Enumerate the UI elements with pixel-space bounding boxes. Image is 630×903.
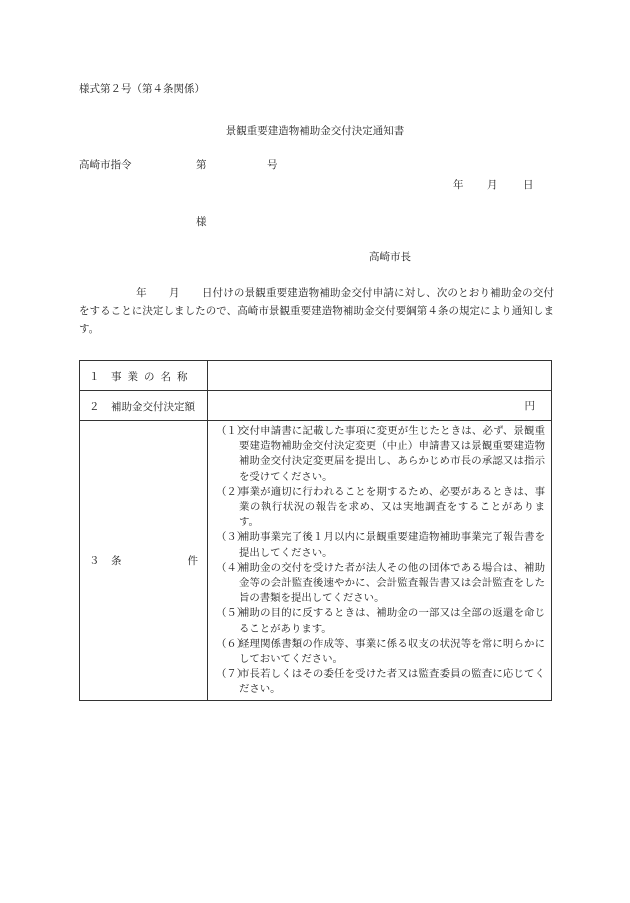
body-year-label: 年	[136, 287, 147, 299]
condition-item	[216, 606, 545, 636]
condition-number: （２）	[216, 485, 248, 498]
date-year-label: 年	[453, 179, 464, 191]
condition-item	[216, 485, 545, 531]
grant-amount-label: 補助金交付決定額	[111, 400, 195, 413]
currency-unit: 円	[524, 400, 535, 412]
conditions-list	[208, 421, 551, 700]
condition-number: （４）	[216, 561, 248, 574]
decision-table	[79, 360, 552, 701]
grant-amount-value-cell	[208, 391, 552, 421]
condition-number: （１）	[216, 425, 248, 437]
condition-text: 経理関係書類の作成等、事業に係る収支の状況等を常に明らかにしておいてください。	[239, 637, 545, 666]
condition-item	[216, 667, 545, 697]
date-day-label: 日	[523, 179, 534, 191]
recipient-honorific: 様	[196, 216, 207, 228]
condition-text: 補助金の交付を受けた者が法人その他の団体である場合は、補助金等の会計監査後速やかに、会計監査報告書又は会計監査をした旨の書類を提出してください。	[239, 561, 545, 605]
table-row-conditions	[80, 421, 552, 701]
conditions-label-cell	[80, 421, 208, 701]
project-name-label: 事業の名称	[111, 370, 194, 383]
issuer-name: 高崎市長	[369, 251, 411, 263]
document-title: 景観重要建造物補助金交付決定通知書	[225, 125, 405, 137]
condition-item	[216, 424, 545, 485]
document-number-go: 号	[267, 159, 278, 171]
condition-number: （３）	[216, 531, 248, 544]
row-number: １	[89, 370, 100, 383]
body-month-label: 月	[168, 287, 180, 299]
conditions-label-first: 条	[111, 555, 122, 568]
condition-text: 交付申請書に記載した事項に変更が生じたときは、必ず、景観重要建造物補助金交付決定変更（中止）申請書又は景観重要建造物補助金交付決定変更届を提出し、あらかじめ市長の承認又は指示を受けてください。	[239, 425, 545, 483]
form-number: 様式第２号（第４条関係）	[79, 83, 205, 95]
condition-text: 事業が適切に行われることを期するため、必要があるときは、事業の執行状況の報告を求め、又は実地調査をすることがあります。	[239, 485, 545, 529]
notification-body	[79, 284, 554, 338]
row-number: ３	[89, 555, 100, 568]
conditions-list-cell	[208, 421, 552, 701]
condition-item	[216, 530, 545, 560]
condition-text: 市長若しくはその委任を受けた者又は監査委員の監査に応じてください。	[239, 668, 545, 696]
project-name-value-cell	[208, 361, 552, 391]
condition-text: 補助事業完了後１月以内に景観重要建造物補助事業完了報告書を提出してください。	[239, 531, 545, 559]
project-name-label-cell	[80, 361, 208, 391]
conditions-label-last: 件	[187, 555, 198, 568]
condition-text: 補助の目的に反するときは、補助金の一部又は全部の返還を命じることがあります。	[239, 607, 545, 635]
condition-item	[216, 561, 545, 607]
row-number: ２	[89, 400, 100, 413]
condition-number: （５）	[216, 607, 248, 620]
condition-number: （６）	[216, 637, 248, 650]
table-row-grant-amount	[80, 391, 552, 421]
table-row-project-name	[80, 361, 552, 391]
condition-number: （７）	[216, 668, 248, 681]
grant-amount-label-cell	[80, 391, 208, 421]
document-number-dai: 第	[196, 159, 207, 171]
condition-item	[216, 637, 545, 667]
date-month-label: 月	[487, 179, 498, 191]
document-number-prefix: 高崎市指令	[79, 159, 132, 171]
body-text: 日付けの景観重要建造物補助金交付申請に対し、次のとおり補助金の交付をすることに決定しましたので、高崎市景観重要建造物補助金交付要綱第４条の規定により通知します。	[79, 287, 555, 335]
